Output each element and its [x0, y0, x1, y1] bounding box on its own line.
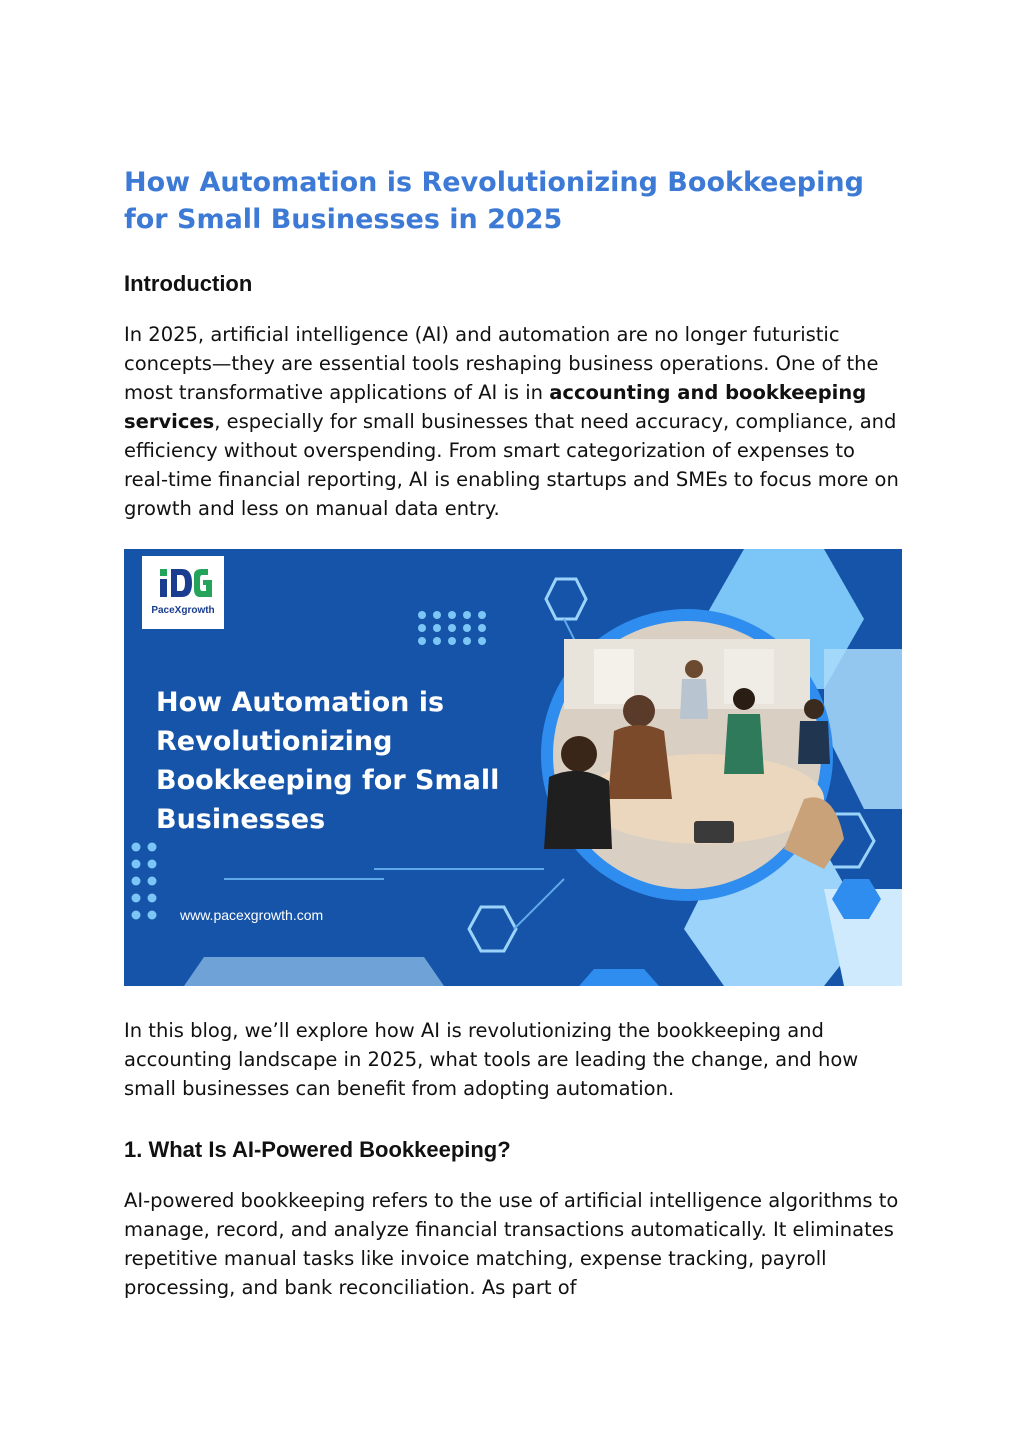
hex-shape — [184, 957, 444, 986]
banner-headline-line-1: How Automation is — [156, 687, 445, 718]
banner-headline-line-3: Bookkeeping for Small — [156, 765, 500, 796]
intro-text-start: In 2025, artificial intelligence (AI) and automation are no longer futuristic concepts—they are essential tools reshaping business operations. One of the most transformative applications of AI is in — [124, 323, 879, 404]
logo-text: PaceXgrowth — [151, 605, 215, 616]
introduction-paragraph — [124, 320, 904, 523]
introduction-heading: Introduction — [124, 271, 253, 296]
section-1-heading: 1. What Is AI-Powered Bookkeeping? — [124, 1137, 511, 1162]
blog-intro-paragraph: In this blog, we’ll explore how AI is revolutionizing the bookkeeping and accounting landscape in 2025, what tools are leading the change, and how small businesses can benefit from adopting automation. — [124, 1019, 859, 1100]
banner-headline-line-2: Revolutionizing — [156, 726, 393, 757]
banner-image — [124, 549, 902, 986]
document-page — [124, 164, 904, 1302]
banner-url: www.pacexgrowth.com — [180, 907, 324, 923]
intro-bold-phrase: accounting and bookkeeping services — [124, 381, 867, 433]
intro-text-end: , especially for small businesses that need accuracy, compliance, and efficiency without overspending. From smart categorization of expenses to real-time financial reporting, AI is enabling startups and SMEs to focus more on growth and less on manual data entry. — [124, 410, 899, 520]
banner-headline-line-4: Businesses — [156, 804, 326, 835]
section-1-paragraph: AI-powered bookkeeping refers to the use of artificial intelligence algorithms to manage, record, and analyze financial transactions automatically. It eliminates repetitive manual tasks like invoice matching, expense tracking, payroll processing, and bank reconciliation. As part of — [124, 1189, 899, 1299]
article-title: How Automation is Revolutionizing Bookkeeping for Small Businesses in 2025 — [124, 167, 864, 235]
